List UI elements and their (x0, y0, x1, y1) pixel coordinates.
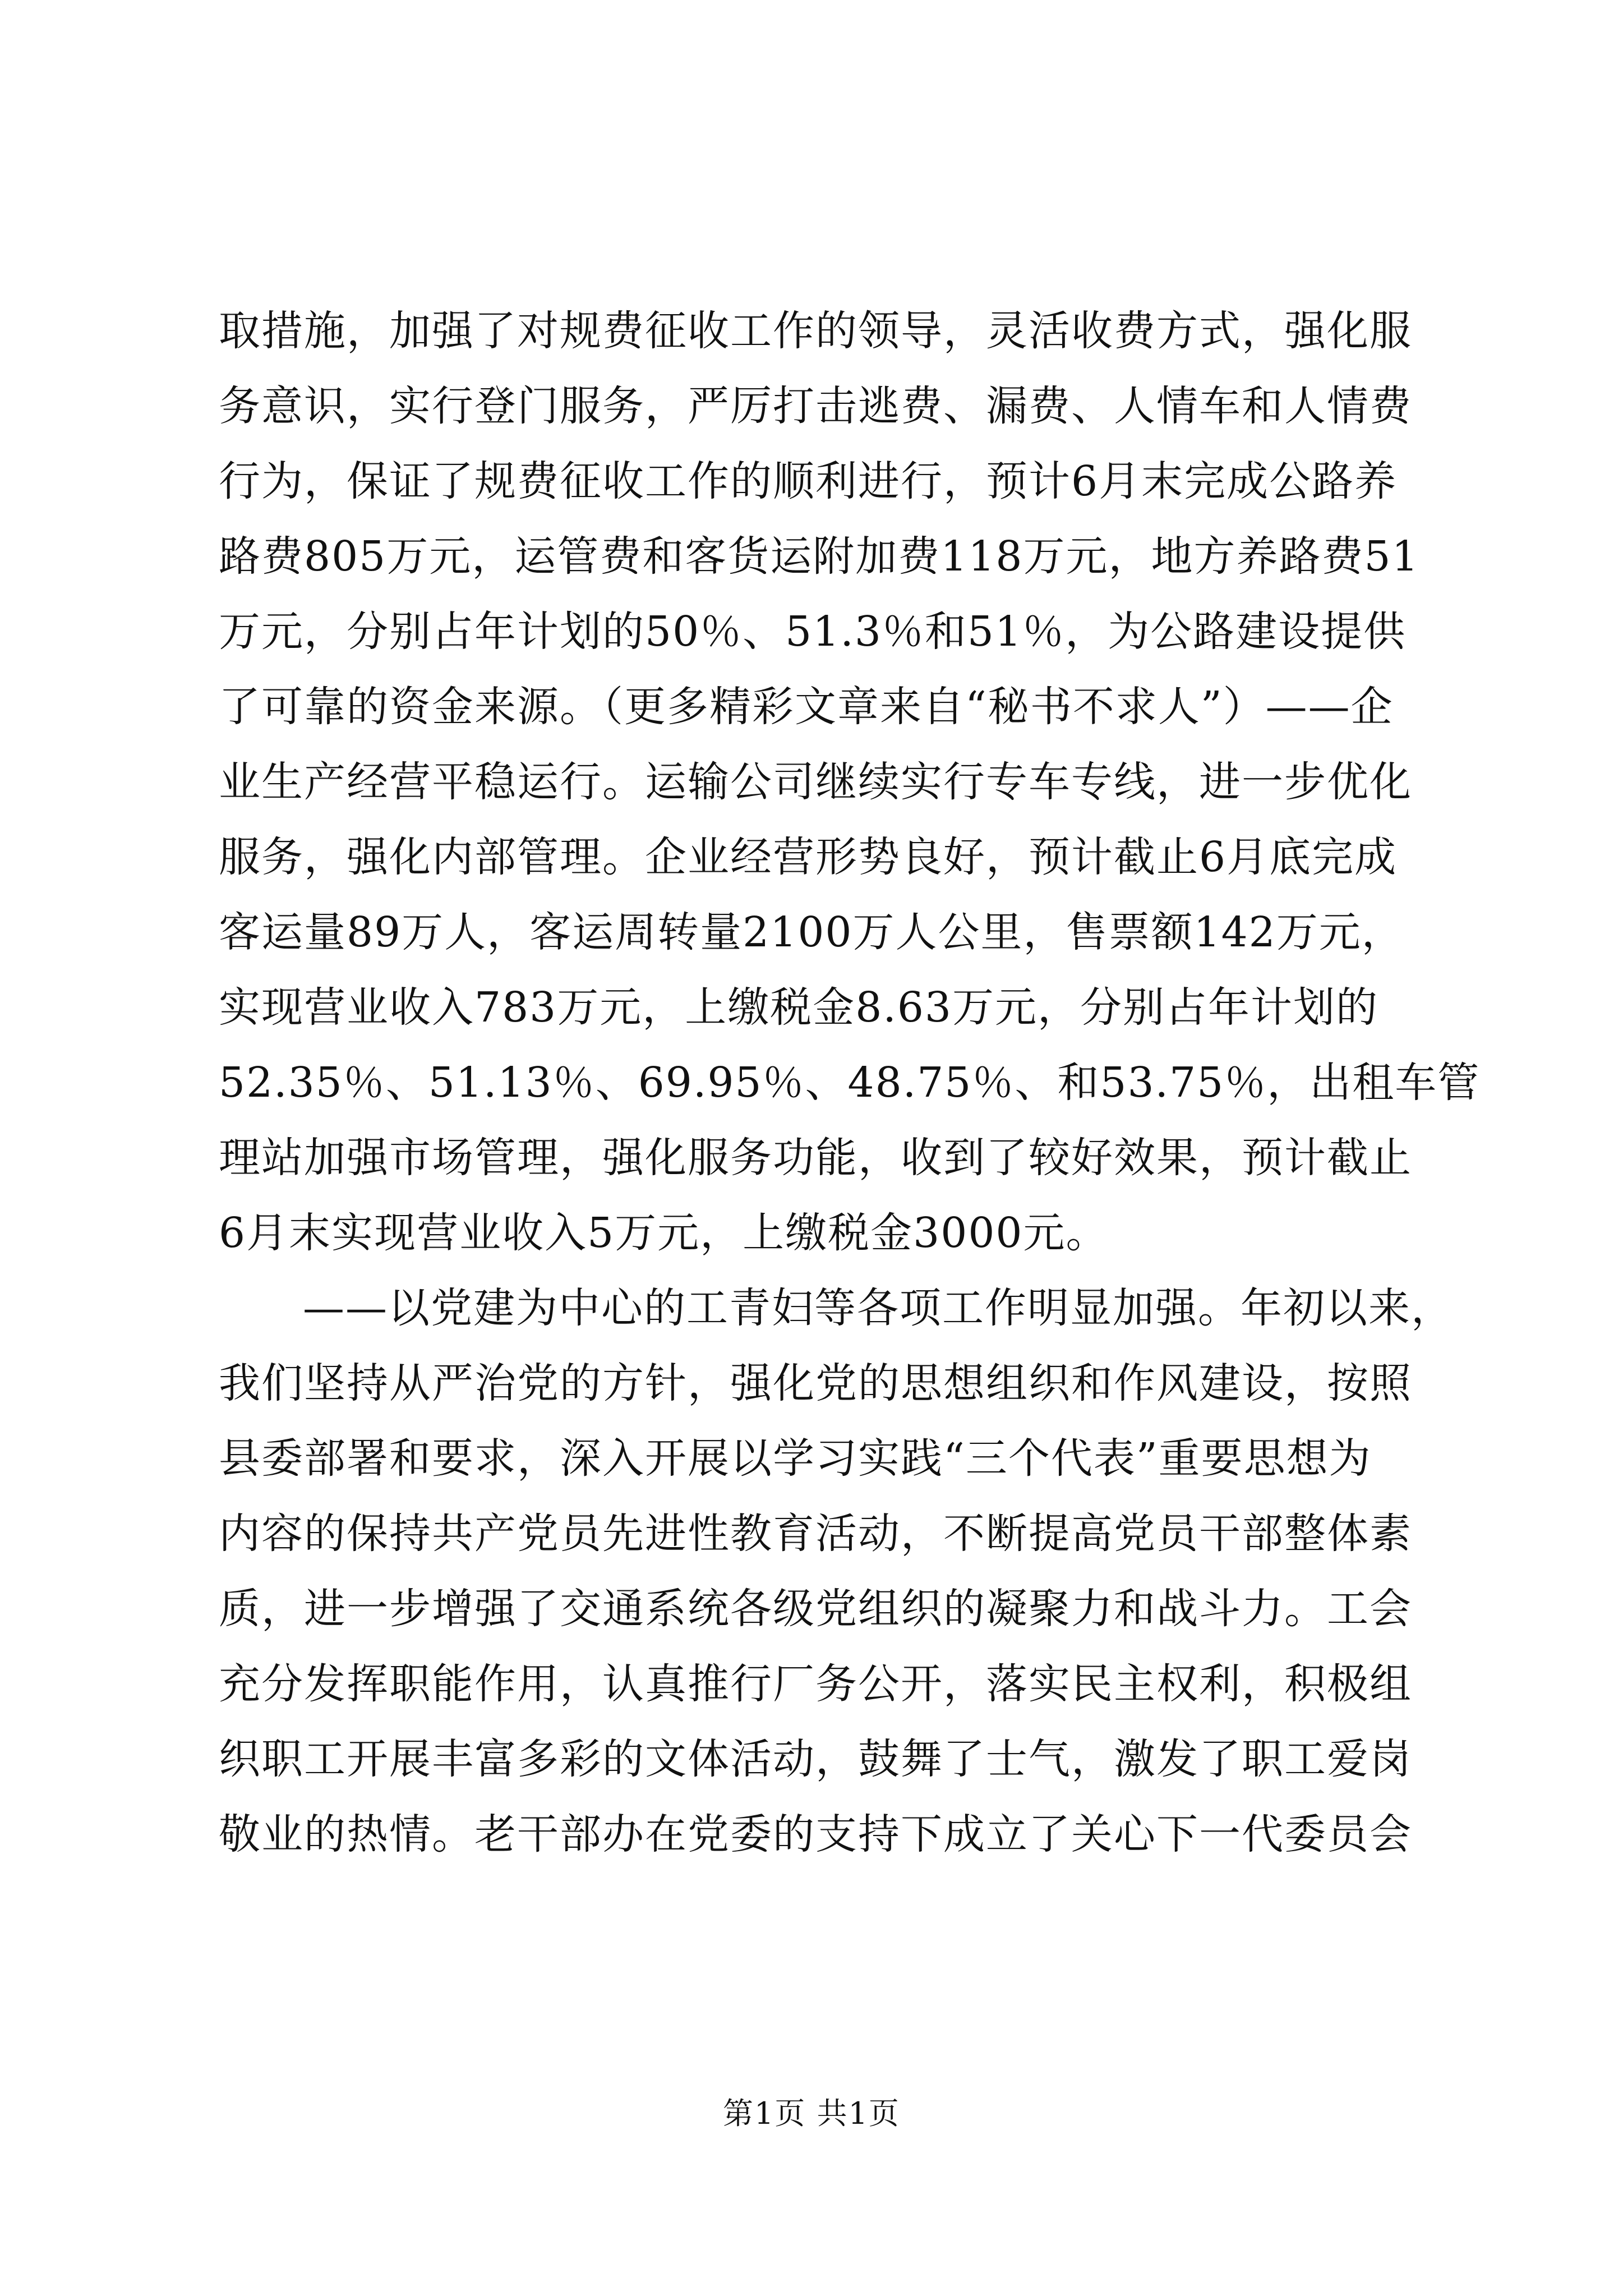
text-line: 实现营业收入783万元，上缴税金8.63万元，分别占年计划的 (219, 983, 1379, 1032)
text-line: 52.35％、51.13％、69.95％、48.75％、和53.75％，出租车管 (219, 1059, 1481, 1107)
text-line: 客运量89万人，客运周转量2100万人公里，售票额142万元， (219, 908, 1404, 956)
text-line: 敬业的热情。老干部办在党委的支持下成立了关心下一代委员会 (219, 1810, 1412, 1858)
text-line: 了可靠的资金来源。（更多精彩文章来自“秘书不求人”）——企 (219, 683, 1394, 731)
text-line: 务意识，实行登门服务，严厉打击逃费、漏费、人情车和人情费 (219, 382, 1412, 430)
text-line: 路费805万元，运管费和客货运附加费118万元，地方养路费51 (219, 532, 1419, 581)
paragraph-start-line: ——以党建为中心的工青妇等各项工作明显加强。年初以来， (303, 1284, 1454, 1332)
text-line: 充分发挥职能作用，认真推行厂务公开，落实民主权利，积极组 (219, 1660, 1412, 1708)
text-line: 我们坚持从严治党的方针，强化党的思想组织和作风建设，按照 (219, 1359, 1412, 1407)
text-line: 质，进一步增强了交通系统各级党组织的凝聚力和战斗力。工会 (219, 1585, 1412, 1633)
text-line: 织职工开展丰富多彩的文体活动，鼓舞了士气，激发了职工爱岗 (219, 1735, 1412, 1783)
page-number-footer: 第1页 共1页 (723, 2096, 900, 2131)
text-line: 取措施，加强了对规费征收工作的领导，灵活收费方式，强化服 (219, 307, 1412, 355)
text-line: 行为，保证了规费征收工作的顺利进行，预计6月末完成公路养 (219, 457, 1398, 505)
text-line: 县委部署和要求，深入开展以学习实践“三个代表”重要思想为 (219, 1434, 1372, 1483)
text-line: 理站加强市场管理，强化服务功能，收到了较好效果，预计截止 (219, 1134, 1412, 1182)
text-line: 服务，强化内部管理。企业经营形势良好，预计截止6月底完成 (219, 833, 1398, 881)
text-line: 万元，分别占年计划的50％、51.3％和51％，为公路建设提供 (219, 608, 1407, 656)
text-line: 业生产经营平稳运行。运输公司继续实行专车专线，进一步优化 (219, 758, 1412, 806)
text-line: 6月末实现营业收入5万元，上缴税金3000元。 (219, 1209, 1109, 1257)
text-line: 内容的保持共产党员先进性教育活动，不断提高党员干部整体素 (219, 1510, 1412, 1558)
